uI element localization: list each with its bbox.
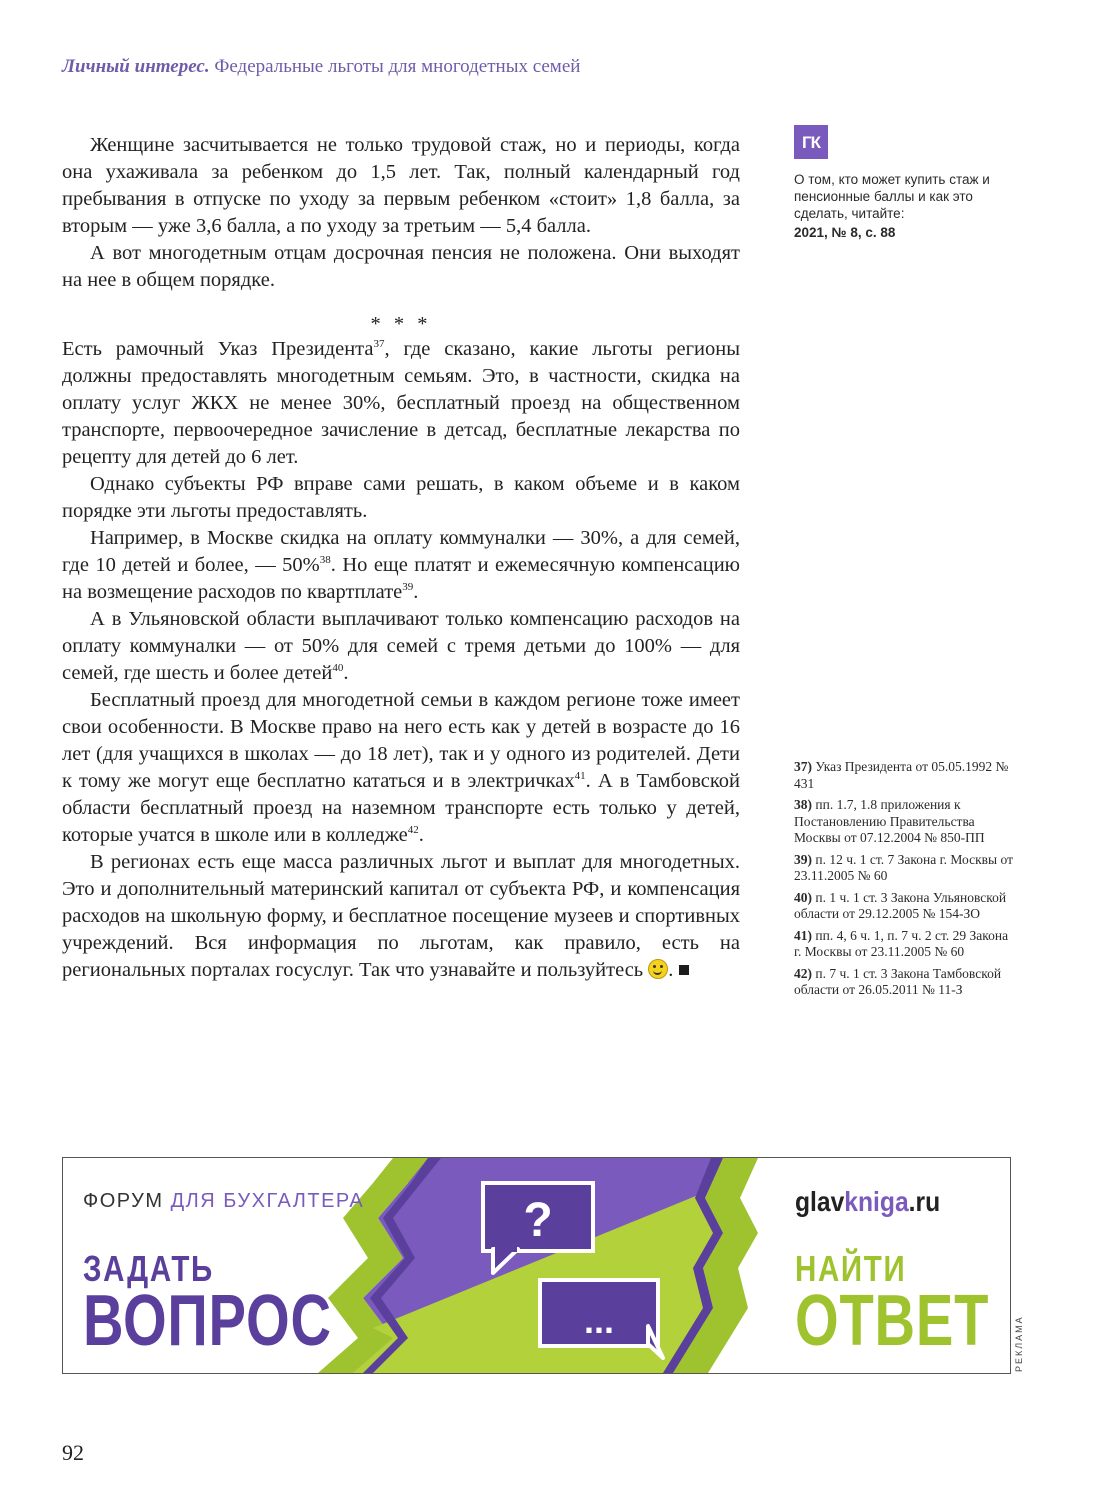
article-body [62, 132, 740, 984]
forum-ad-banner[interactable] [62, 1157, 1011, 1374]
section-separator: * * * [370, 313, 432, 335]
gk-logo-icon: ГК [794, 125, 828, 159]
paragraph-8: В регионах есть еще масса различных льгот и выплат для многодетных. Это и дополнительный материнский капитал от субъекта РФ, и компенсация расходов на школьную форму, и бесплатное посещение музеев и спортивных учреждений. Вся информация по льготам, как правило, есть на региональных порталах госуслуг. Так что узнавайте и пользуйтесь . [62, 851, 740, 981]
advertising-label: РЕКЛАМА [1014, 1315, 1024, 1372]
footnote-ref-40: 40 [332, 662, 344, 674]
footnote-ref-42: 42 [407, 824, 419, 836]
crossref-note: О том, кто может купить стаж и пенсионные баллы и как это сделать, читайте: [794, 172, 990, 221]
footnotes-list [794, 759, 1014, 1004]
header-title: Федеральные льготы для многодетных семей [214, 56, 581, 77]
end-of-article-mark [679, 965, 689, 975]
footnote-42: 42) п. 7 ч. 1 ст. 3 Закона Тамбовской области от 26.05.2011 № 11-З [794, 965, 1002, 997]
find-line-1: НАЙТИ [795, 1248, 907, 1289]
footnote-40: 40) п. 1 ч. 1 ст. 3 Закона Ульяновской области от 29.12.2005 № 154-ЗО [794, 889, 1007, 921]
footnote-ref-38: 38 [319, 554, 331, 566]
footnote-ref-37: 37 [373, 338, 385, 350]
site-link[interactable]: glavkniga.ru [795, 1186, 941, 1217]
paragraph-4: Однако субъекты РФ вправе сами решать, в каком объеме и в каком порядке эти льготы предоставлять. [62, 473, 740, 522]
footnote-37: 37) Указ Президента от 05.05.1992 № 431 [794, 759, 1009, 791]
paragraph-6: А в Ульяновской области выплачивают только компенсацию расходов на оплату коммуналки — от 50% для семей с тремя детьми до 100% — для семей, где шесть и более детей$^{40}$. [62, 608, 740, 684]
footnote-ref-41: 41 [574, 770, 586, 782]
running-header [62, 56, 580, 78]
ask-line-1: ЗАДАТЬ [83, 1248, 214, 1289]
footnote-41: 41) пп. 4, 6 ч. 1, п. 7 ч. 2 ст. 29 Закона г. Москвы от 23.11.2005 № 60 [794, 927, 1009, 959]
smiley-icon [648, 959, 668, 979]
paragraph-3: Есть рамочный Указ Президента$^{37}$, где сказано, какие льготы регионы должны предоставлять многодетным семьям. Это, в частности, скидка на оплату услуг ЖКХ не менее 30%, бесплатный проезд на общественном транспорте, первоочередное зачисление в детсад, бесплатные лекарства по рецепту для детей до 6 лет. [62, 338, 740, 468]
header-rubric: Личный интерес. [62, 56, 210, 77]
ellipsis-glyph: ... [583, 1300, 615, 1341]
paragraph-2: А вот многодетным отцам досрочная пенсия не положена. Они выходят на нее в общем порядке. [62, 242, 740, 291]
paragraph-7: Бесплатный проезд для многодетной семьи в каждом регионе тоже имеет свои особенности. В Москве право на него есть как у детей в возрасте до 16 лет (для учащихся в школах — до 18 лет), так и у одного из родителей. Дети к тому же могут еще бесплатно кататься и в электричках$^{41}$. А в Тамбовской области бесплатный проезд на наземном транспорте есть только у детей, которые учатся в школе или в колледже$^{42}$. [62, 689, 741, 846]
page-number: 92 [62, 1440, 84, 1465]
footnote-39: 39) п. 12 ч. 1 ст. 7 Закона г. Москвы от 23.11.2005 № 60 [794, 851, 1013, 883]
footnote-ref-39: 39 [402, 581, 414, 593]
ask-line-2: ВОПРОС [83, 1281, 332, 1361]
forum-title: ФОРУМ ДЛЯ БУХГАЛТЕРА [83, 1190, 365, 1212]
sidebar-crossref [794, 125, 1014, 241]
find-line-2: ОТВЕТ [795, 1281, 990, 1361]
paragraph-1: Женщине засчитывается не только трудовой стаж, но и периоды, когда она ухаживала за ребенком до 1,5 лет. Так, полный календарный год пребывания в отпуске по уходу за первым ребенком «стоит» 1,8 балла, за вторым — уже 3,6 балла, а по уходу за третьим — 5,4 балла. [62, 134, 740, 237]
crossref-reference[interactable]: 2021, № 8, с. 88 [794, 225, 896, 240]
paragraph-5: Например, в Москве скидка на оплату коммуналки — 30%, а для семей, где 10 детей и более, — 50%$^{38}$. Но еще платят и ежемесячную компенсацию на возмещение расходов по квартплате$^{39}$. [62, 527, 740, 603]
question-mark-glyph: ? [523, 1194, 553, 1247]
footnote-38: 38) пп. 1.7, 1.8 приложения к Постановлению Правительства Москвы от 07.12.2004 № 850-ПП [794, 797, 985, 845]
